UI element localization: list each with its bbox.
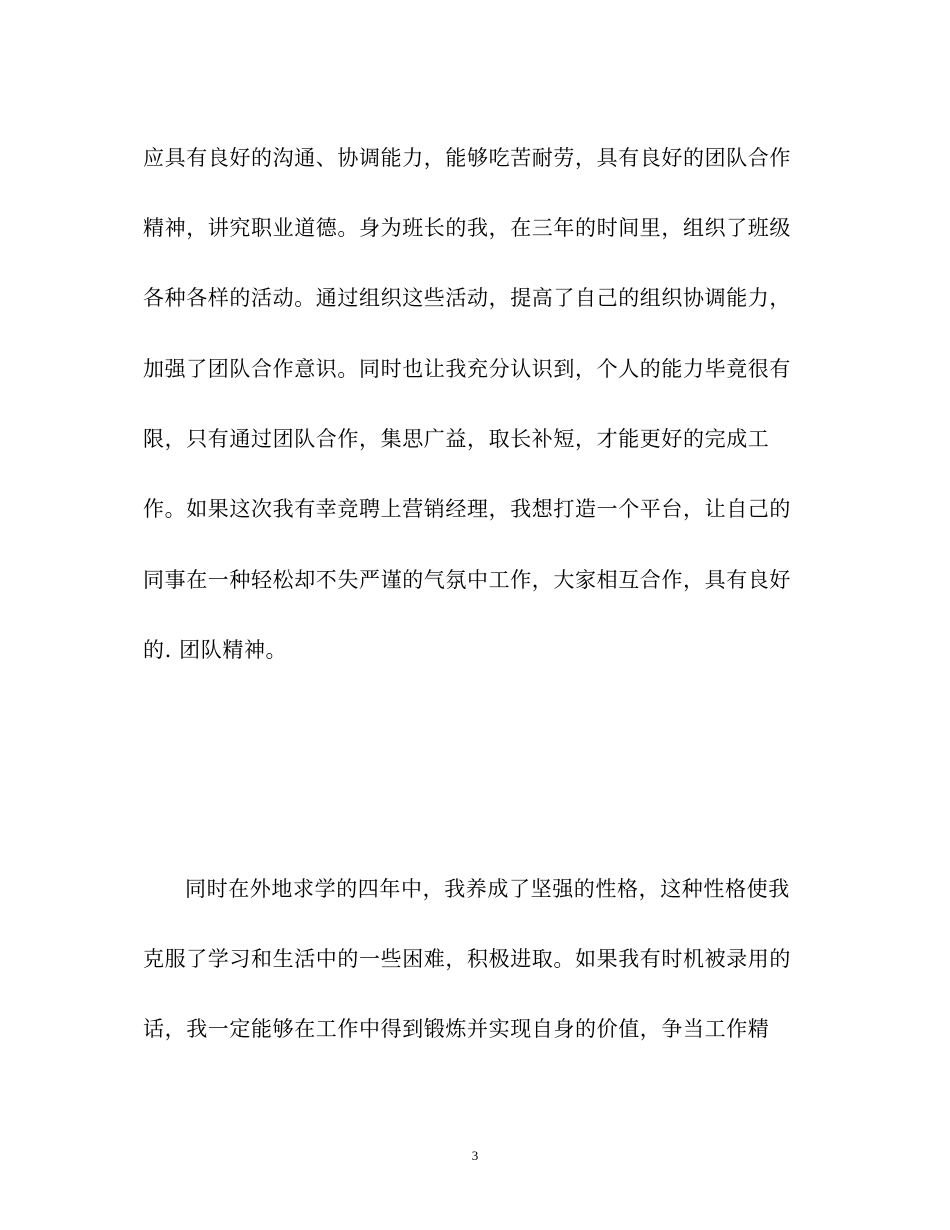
paragraph-line: 应具有良好的沟通、协调能力，能够吃苦耐劳，具有良好的团队合作: [143, 146, 791, 170]
page-number: 3: [471, 1148, 479, 1163]
paragraph-line: 同事在一种轻松却不失严谨的气氛中工作，大家相互合作，具有良好: [143, 568, 791, 592]
paragraph-line: 精神，讲究职业道德。身为班长的我，在三年的时间里，组织了班级: [143, 216, 791, 240]
paragraph-line: 作。如果这次我有幸竞聘上营销经理，我想打造一个平台，让自己的: [143, 497, 791, 521]
paragraph-line: 的. 团队精神。: [143, 638, 288, 662]
paragraph-line: 加强了团队合作意识。同时也让我充分认识到，个人的能力毕竟很有: [143, 357, 791, 381]
paragraph-line: 限，只有通过团队合作，集思广益，取长补短，才能更好的完成工: [143, 427, 770, 451]
paragraph-line: 同时在外地求学的四年中，我养成了坚强的性格，这种性格使我: [185, 877, 790, 901]
paragraph-line: 克服了学习和生活中的一些困难，积极进取。如果我有时机被录用的: [143, 947, 791, 971]
paragraph-line: 话，我一定能够在工作中得到锻炼并实现自身的价值，争当工作精: [143, 1017, 770, 1041]
paragraph-line: 各种各样的活动。通过组织这些活动，提高了自己的组织协调能力，: [143, 286, 791, 310]
